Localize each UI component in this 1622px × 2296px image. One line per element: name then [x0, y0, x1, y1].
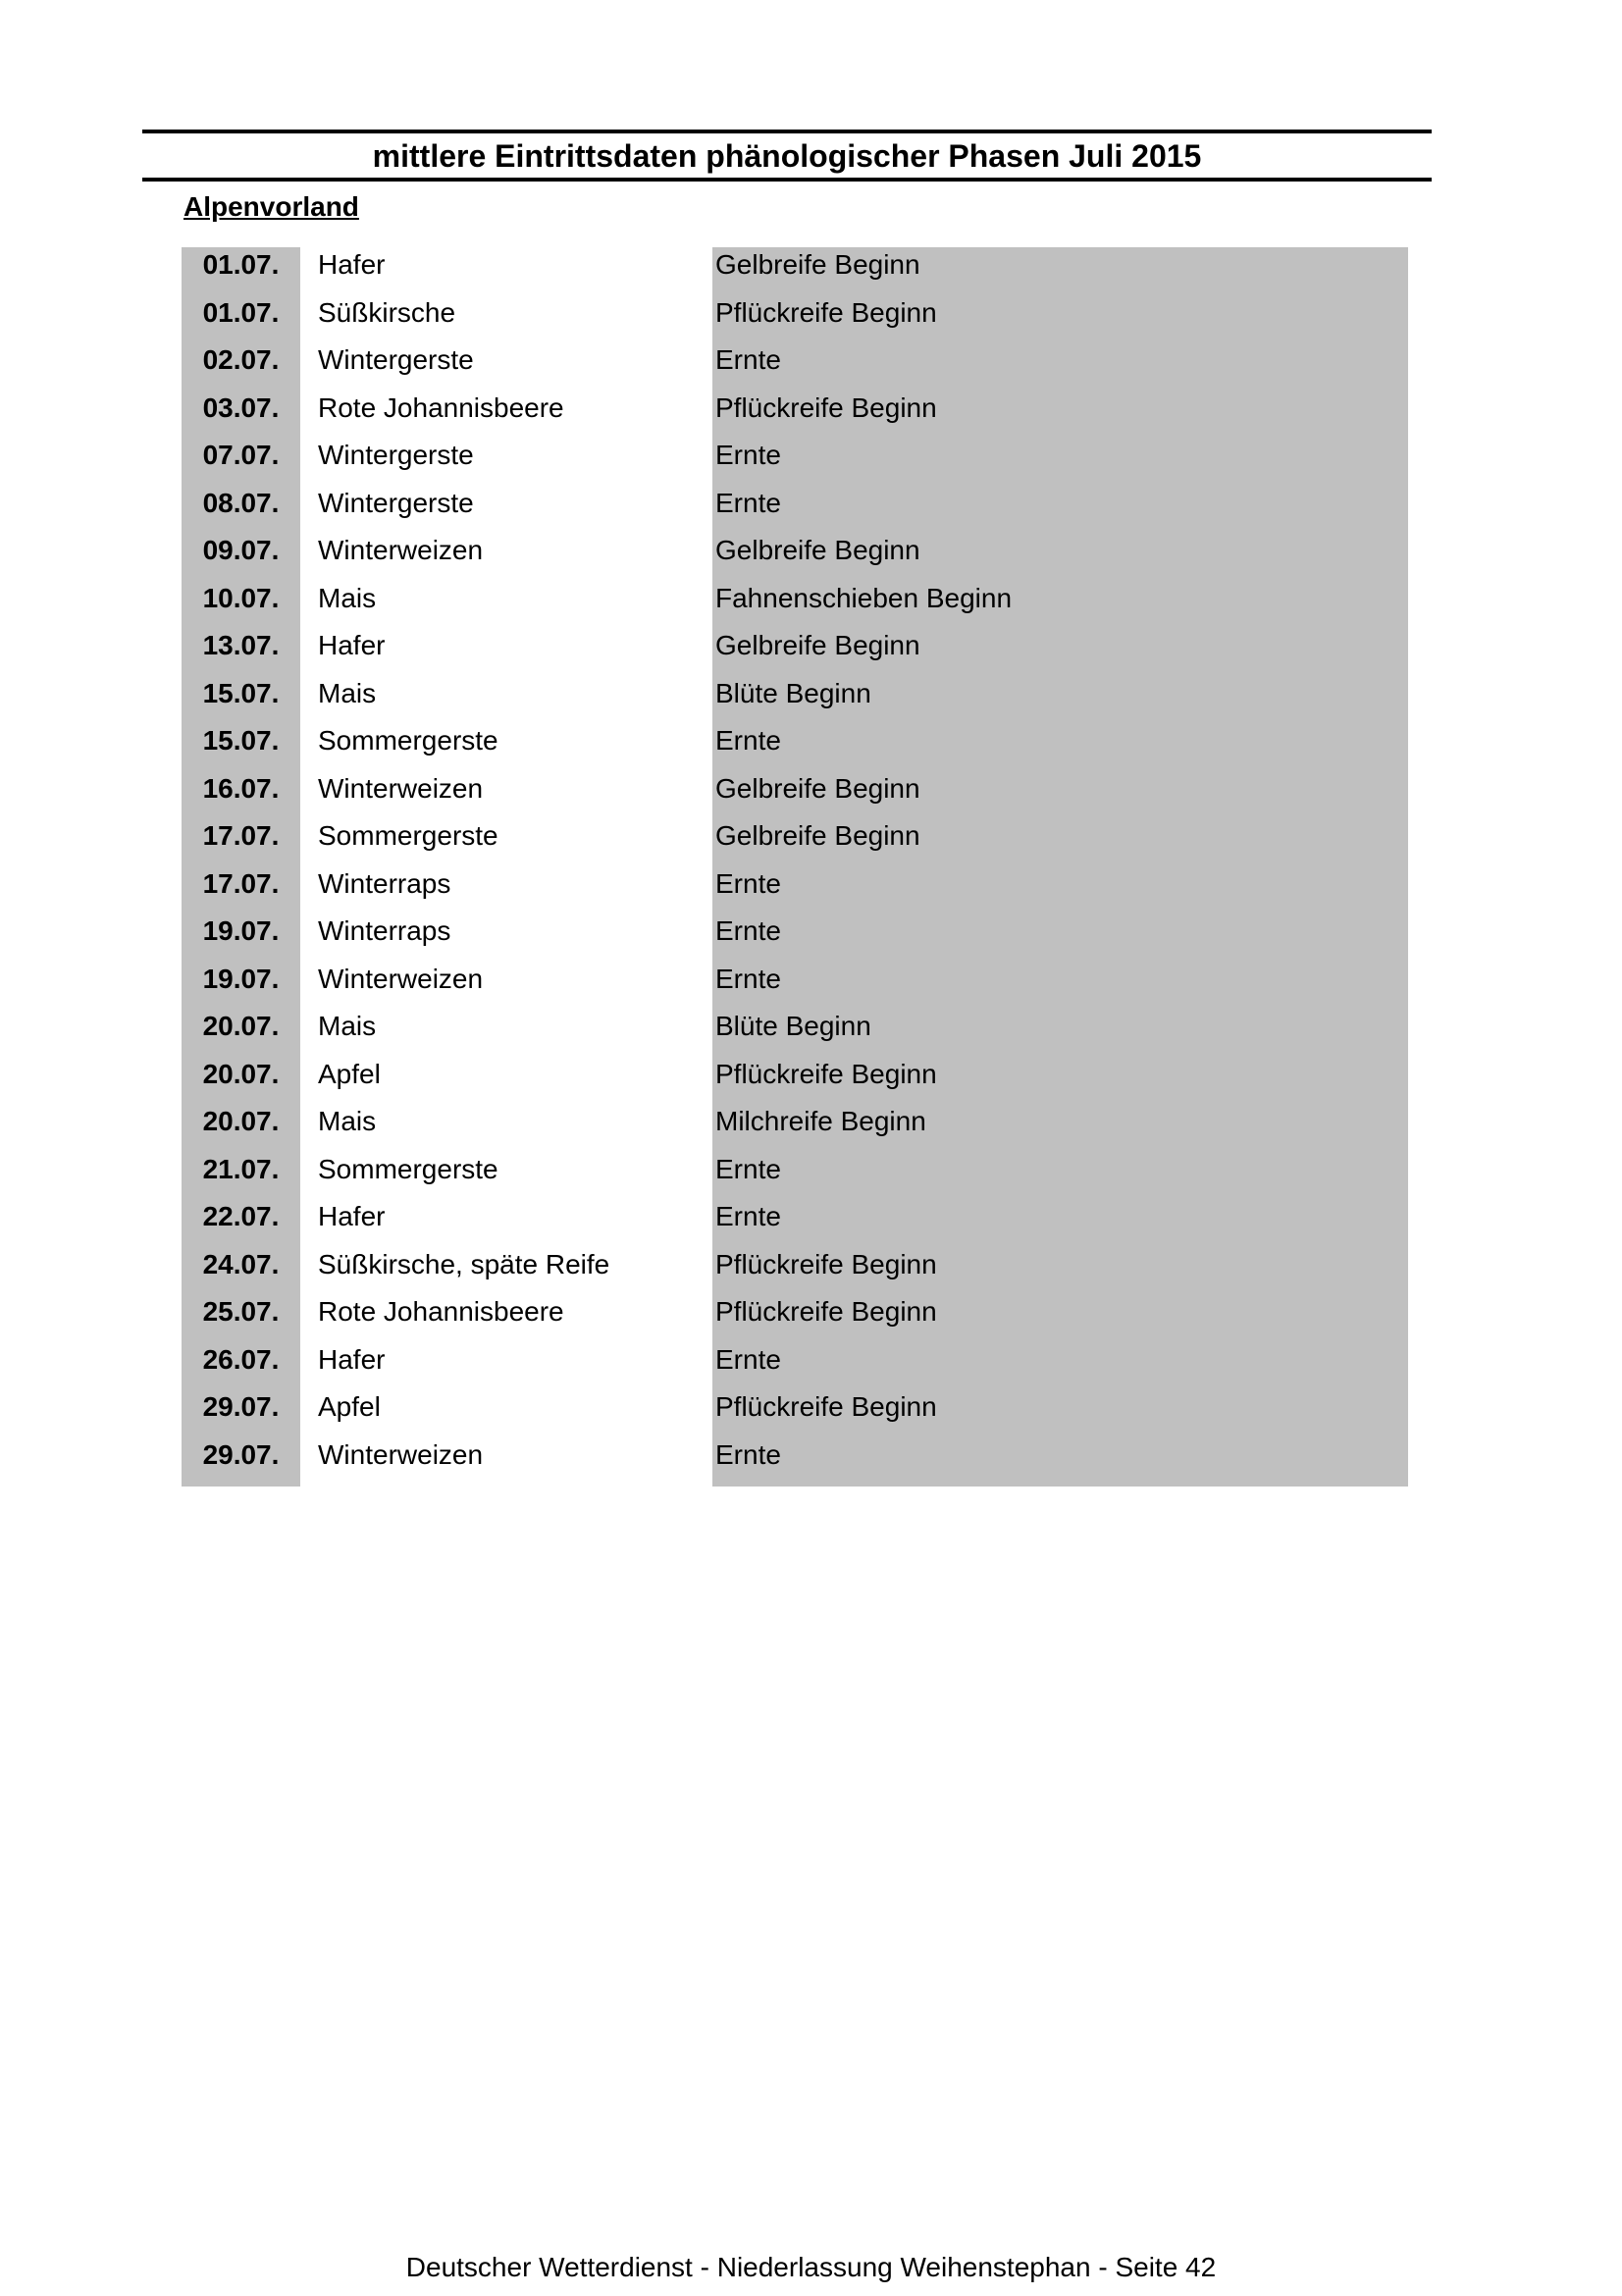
- phase-cell: Fahnenschieben Beginn: [715, 582, 1013, 613]
- phase-cell: Ernte: [715, 867, 781, 899]
- table-row: [0, 866, 1622, 914]
- date-cell: 17.07.: [202, 820, 280, 851]
- date-cell: 22.07.: [202, 1201, 280, 1231]
- plant-cell: Hafer: [318, 630, 386, 660]
- date-cell: 20.07.: [202, 1106, 280, 1136]
- plant-cell: Rote Johannisbeere: [318, 391, 564, 423]
- plant-cell: Apfel: [318, 1391, 381, 1422]
- date-cell: 21.07.: [202, 1153, 280, 1184]
- date-cell: 01.07.: [202, 249, 280, 280]
- table-row: [0, 1152, 1622, 1200]
- date-cell: 02.07.: [202, 344, 280, 375]
- plant-cell: Mais: [318, 677, 377, 708]
- phase-cell: Gelbreife Beginn: [715, 772, 920, 804]
- plant-cell: Mais: [318, 582, 377, 613]
- table-row: [0, 1057, 1622, 1105]
- phenology-table: [0, 247, 1622, 1485]
- phase-cell: Gelbreife Beginn: [715, 820, 920, 851]
- page-footer: Deutscher Wetterdienst - Niederlassung Weihenstephan - Seite 42: [405, 2252, 1217, 2282]
- phase-cell: Ernte: [715, 1438, 781, 1470]
- plant-cell: Rote Johannisbeere: [318, 1296, 564, 1327]
- table-row: [0, 771, 1622, 819]
- date-cell: 19.07.: [202, 963, 280, 994]
- table-row: [0, 247, 1622, 295]
- phase-cell: Ernte: [715, 487, 781, 518]
- date-cell: 13.07.: [202, 630, 280, 660]
- table-row: [0, 486, 1622, 534]
- date-cell: 17.07.: [202, 867, 280, 899]
- plant-cell: Hafer: [318, 249, 386, 280]
- header-bottom-rule: [142, 178, 1432, 182]
- plant-cell: Apfel: [318, 1058, 381, 1089]
- plant-cell: Wintergerste: [318, 440, 474, 470]
- phase-cell: Pflückreife Beginn: [715, 391, 937, 423]
- date-cell: 25.07.: [202, 1296, 280, 1327]
- table-row: [0, 818, 1622, 866]
- page-title: mittlere Eintrittsdaten phänologischer Phasen Juli 2015: [372, 138, 1202, 174]
- plant-cell: Sommergerste: [318, 1153, 498, 1184]
- table-row: [0, 295, 1622, 343]
- table-row: [0, 1199, 1622, 1247]
- phase-cell: Ernte: [715, 915, 781, 946]
- table-row: [0, 1342, 1622, 1390]
- phase-cell: Pflückreife Beginn: [715, 1391, 937, 1422]
- plant-cell: Hafer: [318, 1201, 386, 1231]
- plant-cell: Winterweizen: [318, 772, 484, 804]
- date-cell: 15.07.: [202, 725, 280, 756]
- plant-cell: Sommergerste: [318, 820, 498, 851]
- phase-cell: Pflückreife Beginn: [715, 1248, 937, 1279]
- table-row: [0, 1389, 1622, 1437]
- phase-cell: Milchreife Beginn: [715, 1106, 926, 1136]
- plant-cell: Wintergerste: [318, 487, 474, 518]
- table-row: [0, 628, 1622, 676]
- phase-cell: Blüte Beginn: [715, 1011, 871, 1041]
- table-row: [0, 913, 1622, 962]
- phase-cell: Pflückreife Beginn: [715, 1058, 937, 1089]
- plant-cell: Sommergerste: [318, 725, 498, 756]
- date-cell: 19.07.: [202, 915, 280, 946]
- date-cell: 20.07.: [202, 1058, 280, 1089]
- table-row: [0, 723, 1622, 771]
- phase-cell: Ernte: [715, 725, 781, 756]
- date-cell: 09.07.: [202, 535, 280, 565]
- table-row: [0, 676, 1622, 724]
- table-row: [0, 1009, 1622, 1057]
- plant-cell: Winterweizen: [318, 1438, 484, 1470]
- table-row: [0, 533, 1622, 581]
- phase-cell: Gelbreife Beginn: [715, 249, 920, 280]
- plant-cell: Winterweizen: [318, 963, 484, 994]
- phase-cell: Ernte: [715, 963, 781, 994]
- date-cell: 08.07.: [202, 487, 280, 518]
- date-cell: 16.07.: [202, 772, 280, 804]
- date-cell: 26.07.: [202, 1343, 280, 1375]
- phase-cell: Gelbreife Beginn: [715, 535, 920, 565]
- region-heading: Alpenvorland: [183, 191, 359, 222]
- phase-cell: Ernte: [715, 344, 781, 375]
- date-cell: 20.07.: [202, 1011, 280, 1041]
- phase-cell: Pflückreife Beginn: [715, 296, 937, 328]
- plant-cell: Winterraps: [318, 915, 451, 946]
- table-row: [0, 342, 1622, 391]
- table-row: [0, 962, 1622, 1010]
- phase-cell: Ernte: [715, 440, 781, 470]
- phase-cell: Pflückreife Beginn: [715, 1296, 937, 1327]
- plant-cell: Winterraps: [318, 867, 451, 899]
- date-cell: 10.07.: [202, 582, 280, 613]
- date-cell: 03.07.: [202, 391, 280, 423]
- plant-cell: Mais: [318, 1011, 377, 1041]
- table-row: [0, 1104, 1622, 1152]
- table-row: [0, 1437, 1622, 1486]
- date-cell: 07.07.: [202, 440, 280, 470]
- date-cell: 15.07.: [202, 677, 280, 708]
- table-row: [0, 391, 1622, 439]
- date-cell: 24.07.: [202, 1248, 280, 1279]
- table-row: [0, 581, 1622, 629]
- plant-cell: Hafer: [318, 1343, 386, 1375]
- header-top-rule: [142, 130, 1432, 133]
- table-row: [0, 1294, 1622, 1342]
- table-row: [0, 438, 1622, 486]
- date-cell: 29.07.: [202, 1391, 280, 1422]
- plant-cell: Winterweizen: [318, 535, 484, 565]
- plant-cell: Süßkirsche, späte Reife: [318, 1248, 610, 1279]
- plant-cell: Süßkirsche: [318, 296, 456, 328]
- phase-cell: Ernte: [715, 1153, 781, 1184]
- table-row: [0, 1247, 1622, 1295]
- phase-cell: Blüte Beginn: [715, 677, 871, 708]
- date-cell: 01.07.: [202, 296, 280, 328]
- plant-cell: Wintergerste: [318, 344, 474, 375]
- plant-cell: Mais: [318, 1106, 377, 1136]
- phase-cell: Ernte: [715, 1201, 781, 1231]
- date-cell: 29.07.: [202, 1438, 280, 1470]
- phase-cell: Ernte: [715, 1343, 781, 1375]
- phase-cell: Gelbreife Beginn: [715, 630, 920, 660]
